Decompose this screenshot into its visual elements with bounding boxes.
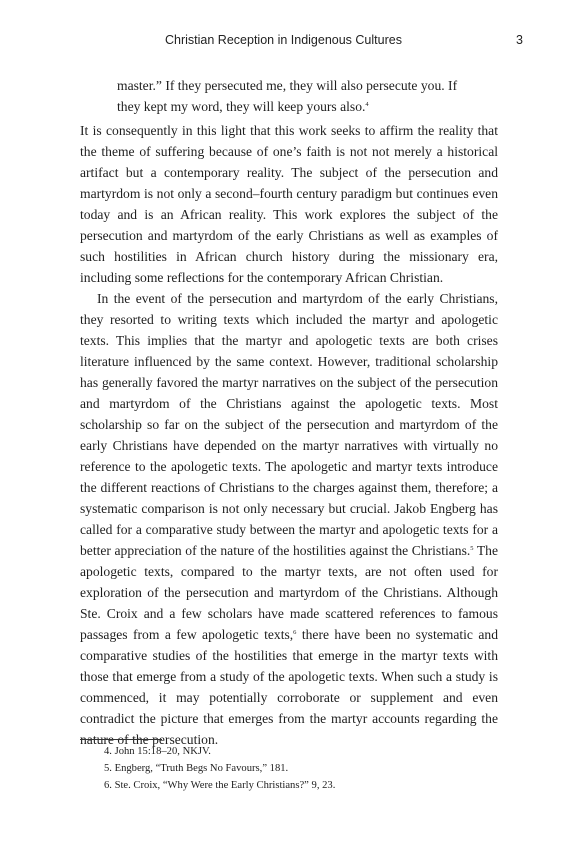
paragraph: It is consequently in this light that this work seeks to affirm the reality that the theme of suffering because of one’s faith is not not merely a historical artifact but a contemporary reality. The subject of the persecution and martyrdom is not only a second–fourth century paradigm but continues even today and is an African reality. This work explores the subject of the persecution and martyrdom of the early Christians as well as examples of such hostilities in African church history during the missionary era, including some reflections for the contemporary African Christian. [80, 123, 498, 285]
quote-text: they kept my word, they will keep yours also. [117, 99, 366, 114]
running-header [0, 33, 567, 51]
paragraph-text: The apologetic texts, compared to the martyr texts, are not often used for exploration of the persecution and martyrdom of the Christians. Although Ste. Croix and a few scholars have made scattered references to famous passages from a few apologetic texts, [80, 543, 498, 642]
paragraph [80, 288, 498, 750]
footnote-ref[interactable]: 4 [365, 101, 369, 108]
main-text [80, 120, 498, 750]
footnote-divider [80, 739, 162, 740]
paragraph-text: In the event of the persecution and martyrdom of the early Christians, they resorted to writing texts which included the martyr and apologetic texts. This implies that the martyr and apologetic texts are both crises literature influenced by the same context. However, traditional scholarship has generally favored the martyr narratives on the subject of the persecution and martyrdom of the Christians against the apologetic texts. Most scholarship so far on the subject of the persecution and martyrdom of the early Christians have depended on the martyr narratives with virtually no reference to the apologetic texts. The apologetic and martyr texts introduce the different reactions of Christians to the charges against them, therefore; a systematic comparison is not only necessary but crucial. Jakob Engberg has called for a comparative study between the martyr and apologetic texts for a better appreciation of the nature of the hostilities against the Christians. [80, 291, 498, 558]
footnote: 4. John 15:18–20, NKJV. [104, 746, 211, 757]
footnotes [80, 743, 498, 794]
running-title: Christian Reception in Indigenous Cultures [165, 33, 402, 47]
footnote: 6. Ste. Croix, “Why Were the Early Christians?” 9, 23. [104, 780, 336, 791]
paragraph-text: there have been no systematic and comparative studies of the hostilities that emerge in the martyr texts with those that emerge from a study of the apologetic texts. When such a study is commenced, it may potentially corroborate or supplement and even contradict the picture that emerges from the martyr accounts regarding the nature of the persecution. [80, 627, 498, 747]
quote-line [117, 96, 497, 117]
quote-line: master.” If they persecuted me, they will also persecute you. If [117, 78, 458, 93]
footnote-ref[interactable]: 5 [470, 545, 474, 552]
footnote: 5. Engberg, “Truth Begs No Favours,” 181. [104, 763, 289, 774]
page-number: 3 [516, 33, 523, 47]
block-quote [117, 75, 497, 117]
footnote-ref[interactable]: 6 [293, 629, 297, 636]
